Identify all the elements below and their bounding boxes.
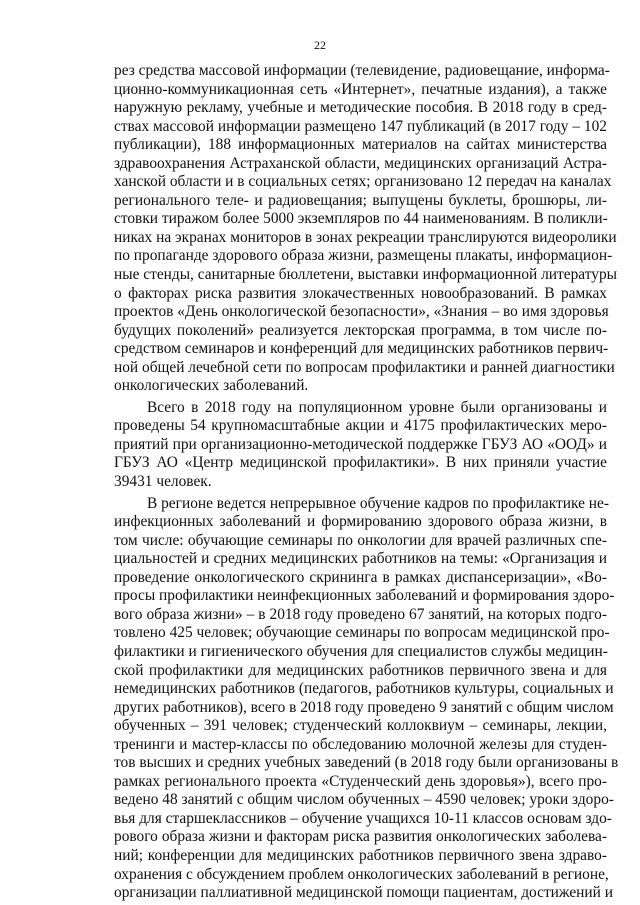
text-line: просы профилактики неинфекционных заболеваний и формирования здоро- — [114, 587, 615, 605]
text-line: рамках регионального проекта «Студенческий день здоровья»), всего про- — [114, 772, 607, 790]
text-line: ведено 48 занятий с общим числом обученных – 4590 человек; уроки здоро- — [114, 791, 614, 809]
text-line: ГБУЗ АО «Центр медицинской профилактики». В них приняли участие — [114, 454, 607, 472]
text-line: проектов «День онкологической безопасности», «Знания – во имя здоровья — [114, 303, 609, 321]
text-line: товлено 425 человек; обучающие семинары по вопросам медицинской про- — [114, 624, 610, 642]
text-line: 39431 человек. — [114, 473, 212, 491]
text-line: публикации), 188 информационных материалов на сайтах министерства — [114, 136, 607, 154]
text-line: средством семинаров и конференций для медицинских работников первич- — [114, 340, 609, 358]
text-line: вья для старшеклассников – обучение учащихся 10-11 классов основам здо- — [114, 809, 612, 827]
text-line: организации паллиативной медицинской помощи пациентам, достижений и — [114, 884, 613, 902]
text-line: ствах массовой информации размещено 147 публикаций (в 2017 году – 102 — [114, 117, 607, 135]
text-line: циальностей и средних медицинских работников на темы: «Организация и — [114, 550, 607, 568]
text-line: других работников), всего в 2018 году проведено 9 занятий с общим числом — [114, 698, 614, 716]
text-line: здравоохранения Астраханской области, медицинских организаций Астра- — [114, 154, 607, 172]
text-line: приятий при организационно-методической поддержке ГБУЗ АО «ООД» и — [114, 435, 607, 453]
text-line: том числе: обучающие семинары по онкологии для врачей различных спе- — [114, 531, 607, 549]
text-line: о факторах риска развития злокачественных новообразований. В рамках — [114, 284, 607, 302]
text-line: ной общей лечебной сети по вопросам профилактики и ранней диагностики — [114, 358, 615, 376]
paragraph-events-summary — [114, 399, 607, 492]
text-line: регионального теле- и радиовещания; выпущены буклеты, брошюры, ли- — [114, 191, 607, 209]
text-line: никах на экранах мониторов в зонах рекреации транслируются видеоролики — [114, 228, 617, 246]
text-line: Всего в 2018 году на популяционном уровне были организованы и — [147, 398, 607, 416]
paragraph-media-outreach — [114, 62, 617, 396]
text-line: обученных – 391 человек; студенческий коллоквиум – семинары, лекции, — [114, 717, 607, 735]
text-line: проведены 54 крупномасштабные акции и 4175 профилактических меро- — [114, 417, 607, 435]
paragraph-staff-training — [114, 494, 619, 903]
document-body — [114, 62, 619, 903]
text-line: немедицинских работников (педагогов, работников культуры, социальных и — [114, 680, 614, 698]
text-line: инфекционных заболеваний и формированию здорового образа жизни, в — [114, 513, 607, 531]
text-line: вого образа жизни» – в 2018 году проведено 67 занятий, на которых подго- — [114, 605, 607, 623]
text-line: филактики и гигиенического обучения для специалистов службы медицин- — [114, 642, 608, 660]
text-line: охранения с обсуждением проблем онкологических заболеваний в регионе, — [114, 865, 609, 883]
text-line: рез средства массовой информации (телевидение, радиовещание, информа- — [114, 62, 610, 79]
text-line: наружную рекламу, учебные и методические пособия. В 2018 году в сред- — [114, 99, 607, 117]
text-line: ханской области и в социальных сетях; организовано 12 передач на каналах — [114, 173, 612, 191]
text-line: рового образа жизни и факторам риска развития онкологических заболева- — [114, 828, 607, 846]
text-line: тренинги и мастер-классы по обследованию молочной железы для студен- — [114, 735, 607, 753]
text-line: стовки тиражом более 5000 экземпляров по 44 наименованиям. В поликли- — [114, 210, 608, 228]
text-line: ные стенды, санитарные бюллетени, выставки информационной литературы — [114, 266, 617, 284]
text-line: будущих поколений» реализуется лекторская программа, в том числе по- — [114, 321, 607, 339]
page-number: 22 — [314, 38, 326, 52]
text-line: ционно-коммуникационная сеть «Интернет», печатные издания), а также — [114, 80, 607, 98]
text-line: ской профилактики для медицинских работников первичного звена и для — [114, 661, 607, 679]
text-line: В регионе ведется непрерывное обучение кадров по профилактике не- — [147, 494, 609, 512]
text-line: по пропаганде здорового образа жизни, размещены плакаты, информацион- — [114, 247, 613, 265]
text-line: тов высших и средних учебных заведений (в 2018 году были организованы в — [114, 754, 619, 772]
text-line: проведение онкологического скрининга в рамках диспансеризации», «Во- — [114, 568, 607, 586]
text-line: ний; конференции для медицинских работников первичного звена здраво- — [114, 846, 607, 864]
text-line: онкологических заболеваний. — [114, 377, 309, 395]
